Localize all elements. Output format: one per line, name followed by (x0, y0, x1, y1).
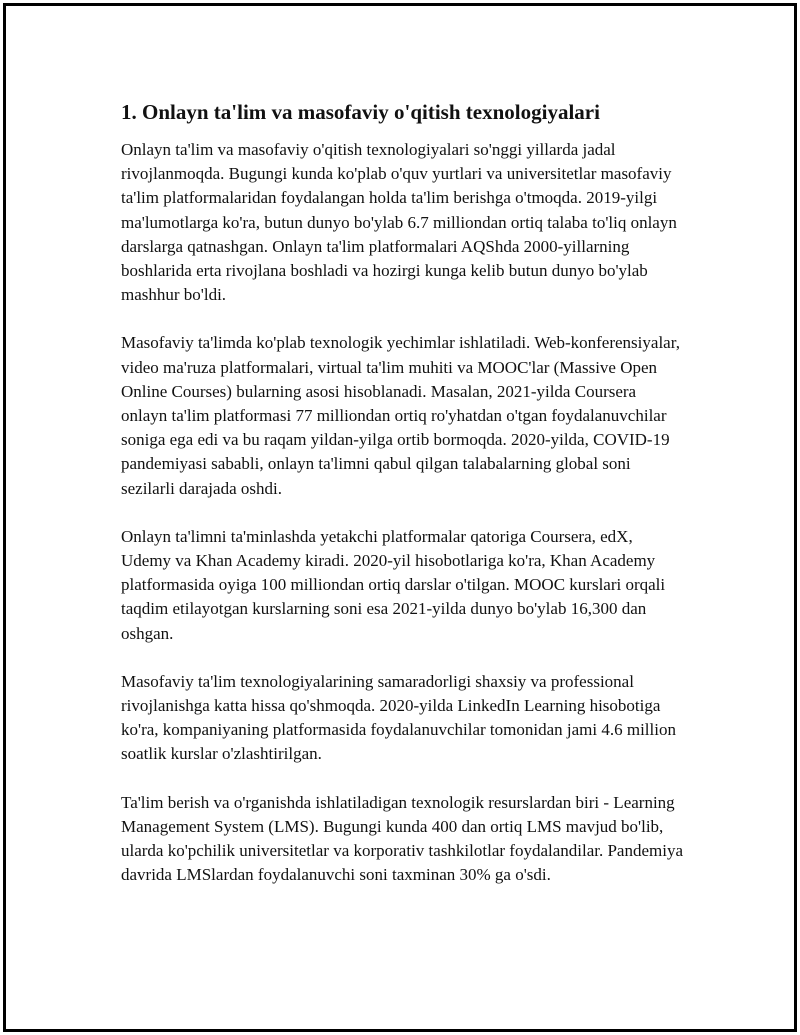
paragraph-3: Onlayn ta'limni ta'minlashda yetakchi platformalar qatoriga Coursera, edX, Udemy va Khan Academy kiradi. 2020-yil hisobotlariga ko'ra, Khan Academy platformasida oyiga 100 milliondan ortiq darslar o'tilgan. MOOC kurslari orqali taqdim etilayotgan kurslarning soni esa 2021-yilda dunyo bo'ylab 16,300 dan oshgan. (121, 526, 666, 643)
paragraph-1: Onlayn ta'lim va masofaviy o'qitish texnologiyalari so'nggi yillarda jadal rivojlanmoqda. Bugungi kunda ko'plab o'quv yurtlari va universitetlar masofaviy ta'lim platformalaridan foydalangan holda ta'lim berishga o'tmoqda. 2019-yilgi ma'lumotlarga ko'ra, butun dunyo bo'ylab 6.7 milliondan ortiq talaba to'liq onlayn darslarga qatnashgan. Onlayn ta'lim platformalari AQShda 2000-yillarning boshlarida erta rivojlana boshladi va hozirgi kunga kelib butun dunyo bo'ylab mashhur bo'ldi. (121, 140, 677, 305)
paragraph-5: Ta'lim berish va o'rganishda ishlatiladigan texnologik resurslardan biri - Learning Management System (LMS). Bugungi kunda 400 dan ortiq LMS mavjud bo'lib, ularda ko'pchilik universitetlar va korporativ tashkilotlar foydalandilar. Pandemiya davrida LMSlardan foydalanuvchi soni taxminan 30% ga o'sdi. (121, 792, 684, 885)
paragraph-2: Masofaviy ta'limda ko'plab texnologik yechimlar ishlatiladi. Web-konferensiyalar, video ma'ruza platformalari, virtual ta'lim muhiti va MOOC'lar (Massive Open Online Courses) bularning asosi hisoblanadi. Masalan, 2021-yilda Coursera onlayn ta'lim platformasi 77 milliondan ortiq ro'yhatdan o'tgan foydalanuvchilar soniga ega edi va bu raqam yildan-yilga ortib bormoqda. 2020-yilda, COVID-19 pandemiyasi sababli, onlayn ta'limni qabul qilgan talabalarning global soni sezilarli darajada oshdi. (121, 333, 680, 498)
section-heading: 1. Onlayn ta'lim va masofaviy o'qitish texnologiyalari (121, 100, 600, 124)
page-frame (3, 3, 797, 1032)
paragraph-4: Masofaviy ta'lim texnologiyalarining samaradorligi shaxsiy va professional rivojlanishga katta hissa qo'shmoqda. 2020-yilda LinkedIn Learning hisobotiga ko'ra, kompaniyaning platformasida foydalanuvchilar tomonidan jami 4.6 million soatlik kurslar o'zlashtirilgan. (121, 671, 676, 764)
document-body (121, 99, 686, 911)
